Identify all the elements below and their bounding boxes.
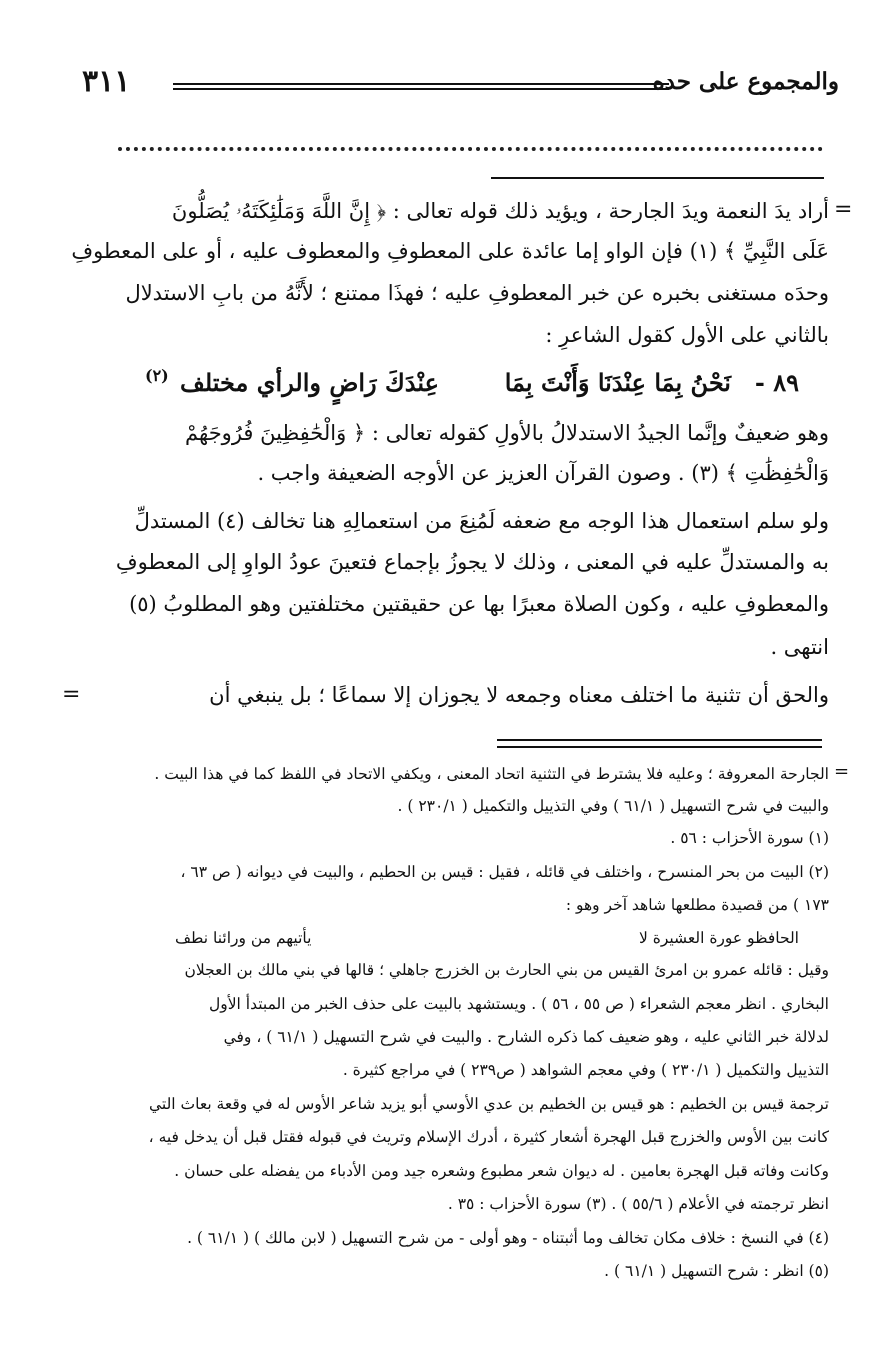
- verse-number: ٨٩ -: [754, 368, 799, 397]
- main-text-line: أراد يدَ النعمة ويدَ الجارحة ، ويؤيد ذلك قوله تعالى : ﴿ إِنَّ اللَّهَ وَمَلَٰئِكَتَهُۥ يُصَلُّونَ: [171, 199, 829, 223]
- main-text-line: انتهى .: [770, 635, 829, 659]
- footnote-rule: [497, 739, 822, 741]
- footnote-line: كانت بين الأوس والخزرج قبل الهجرة أشعار كثيرة ، أدرك الإسلام وتريث في قبوله فقتل قبل أن يدخل فيه ،: [148, 1128, 829, 1146]
- main-text-line: عَلَى النَّبِيِّ ﴾ (١) فإن الواو إما عائدة على المعطوفِ والمعطوف عليه ، أو على المعطوفِ: [71, 239, 829, 263]
- footnote-verse-second: يأتيهم من ورائنا نطف: [175, 929, 312, 947]
- verse-second-hemistich: عِنْدَكَ رَاضٍ والرأي مختلف: [180, 368, 439, 397]
- main-text-line: وحدَه مستغنى بخبره عن خبر المعطوفِ عليه ؛ فهذَا ممتنع ؛ لأَنَّهُ من بابِ الاستدلال: [125, 281, 829, 305]
- main-text-line: والمعطوفِ عليه ، وكون الصلاة معبرًا بها عن حقيقتين مختلفتين وهو المطلوبُ (٥): [129, 592, 829, 616]
- main-text-line: والحق أن تثنية ما اختلف معناه وجمعه لا يجوزان إلا سماعًا ؛ بل ينبغي أن: [209, 683, 829, 707]
- main-text-line: بالثاني على الأول كقول الشاعرِ :: [545, 323, 829, 347]
- footnote-line: (٤) في النسخ : خلاف مكان تخالف وما أثبتناه - وهو أولى - من شرح التسهيل ( لابن مالك ) ( ٦١/١ ) .: [187, 1229, 829, 1247]
- footnote-line: وكانت وفاته قبل الهجرة بعامين . له ديوان شعر مطبوع وشعره جيد ومن الأدباء من يفضله على حسان .: [174, 1162, 829, 1180]
- footnote-rule: [497, 746, 822, 748]
- main-text-line: به والمستدلِّ عليه في المعنى ، وذلك لا يجوزُ بإجماع فتعينَ عودُ الواوِ إلى المعطوفِ: [115, 550, 829, 574]
- main-text-line: وَالْحَٰفِظَٰتِ ﴾ (٣) . وصون القرآن العزيز عن الأوجه الضعيفة واجب .: [257, 461, 829, 485]
- footnote-line: (٥) انظر : شرح التسهيل ( ٦١/١ ) .: [604, 1262, 829, 1280]
- main-text-line: وهو ضعيفٌ وإنَّما الجيدُ الاستدلالُ بالأولِ كقوله تعالى : ﴿ وَالْحَٰفِظِينَ فُرُوجَهُمْ: [185, 421, 829, 445]
- footnote-line: وقيل : قائله عمرو بن امرئ القيس من بني الحارث بن الخزرج جاهلي ؛ قالها في بني مالك بن العجلان: [184, 961, 829, 979]
- footnote-line: ترجمة قيس بن الخطيم : هو قيس بن الخطيم بن عدي الأوسي أبو يزيد شاعر الأوس له في وقعة بعاث التي: [148, 1095, 829, 1113]
- continuation-mark-footnote: =: [834, 761, 850, 782]
- footnote-line: ١٧٣ ) من قصيدة مطلعها شاهد آخر وهو :: [565, 896, 829, 914]
- footnote-line: البخاري . انظر معجم الشعراء ( ص ٥٥ ، ٥٦ ) . ويستشهد بالبيت على حذف الخبر من المبتدأ الأول: [208, 995, 829, 1013]
- section-rule: [491, 177, 824, 179]
- header-double-rule: [173, 83, 669, 90]
- footnote-line: لدلالة خبر الثاني عليه ، وهو ضعيف كما ذكره الشارح . والبيت في شرح التسهيل ( ٦١/١ ) ، وفي: [223, 1028, 829, 1046]
- dotted-separator: [118, 137, 823, 151]
- footnote-verse-first: الحافظو عورة العشيرة لا: [638, 929, 799, 947]
- footnote-line: والبيت في شرح التسهيل ( ٦١/١ ) وفي التذييل والتكميل ( ٢٣٠/١ ) .: [397, 797, 829, 815]
- footnote-line: انظر ترجمته في الأعلام ( ٥٥/٦ ) . (٣) سورة الأحزاب : ٣٥ .: [447, 1195, 829, 1213]
- footnote-line: (٢) البيت من بحر المنسرح ، واختلف في قائله ، فقيل : قيس بن الحطيم ، والبيت في ديوانه ( ص ٦٣ ،: [180, 863, 829, 881]
- running-header-title: والمجموع على حده: [652, 68, 839, 95]
- continuation-mark-top: =: [834, 197, 853, 222]
- footnote-line: الجارحة المعروفة ؛ وعليه فلا يشترط في التثنية اتحاد المعنى ، ويكفي الاتحاد في اللفظ كما في هذا البيت .: [154, 765, 829, 783]
- continuation-mark-bottom: =: [62, 682, 81, 707]
- verse-first-hemistich: نَحْنُ بِمَا عِنْدَنَا وَأَنْتَ بِمَا: [504, 368, 731, 397]
- verse-footnote-ref: (٢): [145, 366, 169, 385]
- main-text-line: ولو سلم استعمال هذا الوجه مع ضعفه لَمُنِعَ من استعمالِهِ هنا تخالف (٤) المستدلِّ: [134, 509, 829, 533]
- page-number: ٣١١: [82, 64, 131, 99]
- footnote-line: (١) سورة الأحزاب : ٥٦ .: [670, 829, 829, 847]
- footnote-line: التذييل والتكميل ( ٢٣٠/١ ) وفي معجم الشواهد ( ص٢٣٩ ) في مراجع كثيرة .: [342, 1061, 829, 1079]
